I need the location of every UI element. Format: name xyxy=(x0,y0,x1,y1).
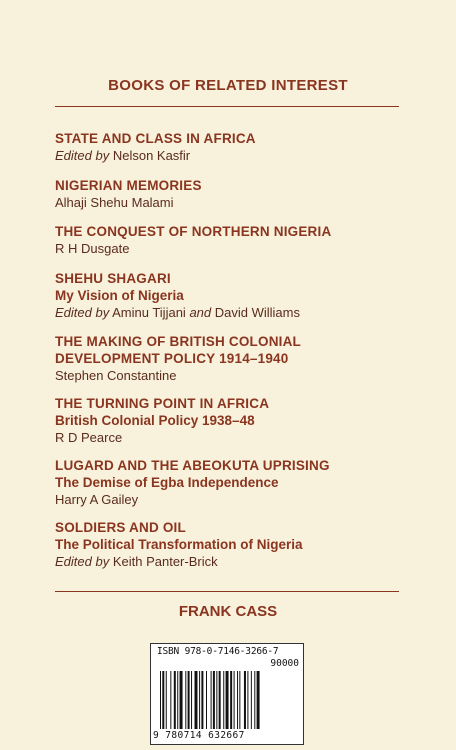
book-title: THE MAKING OF BRITISH COLONIAL xyxy=(55,334,301,349)
book-subtitle: The Demise of Egba Independence xyxy=(55,475,279,490)
barcode-number: 9 780714 632667 xyxy=(153,730,245,741)
barcode-bar xyxy=(199,671,200,729)
barcode-bar xyxy=(219,671,221,729)
barcode-bar xyxy=(239,671,240,729)
barcode-bar xyxy=(247,671,248,729)
author-name: David Williams xyxy=(214,305,300,320)
book-author: Alhaji Shehu Malami xyxy=(55,195,174,210)
barcode-bar xyxy=(185,671,186,729)
author-name: Keith Panter-Brick xyxy=(112,554,218,569)
top-divider xyxy=(55,106,399,107)
book-subtitle: My Vision of Nigeria xyxy=(55,288,184,303)
barcode-bar xyxy=(237,671,238,729)
book-title: THE CONQUEST OF NORTHERN NIGERIA xyxy=(55,224,332,239)
barcode-bar xyxy=(226,671,229,729)
bottom-divider xyxy=(55,591,399,592)
author-prefix: Edited by xyxy=(55,554,110,569)
book-entry xyxy=(55,519,303,569)
barcode-bar xyxy=(191,671,192,729)
barcode-bar xyxy=(195,671,198,729)
book-title: LUGARD AND THE ABEOKUTA UPRISING xyxy=(55,458,330,473)
book-title: SOLDIERS AND OIL xyxy=(55,520,186,535)
publisher-name: FRANK CASS xyxy=(178,603,278,620)
barcode-bar xyxy=(160,671,161,729)
barcode-bar xyxy=(230,671,232,729)
barcode-bar xyxy=(174,671,176,729)
book-title: NIGERIAN MEMORIES xyxy=(55,178,202,193)
book-title-line2: DEVELOPMENT POLICY 1914–1940 xyxy=(55,351,289,366)
book-subtitle: The Political Transformation of Nigeria xyxy=(55,537,303,552)
book-author xyxy=(55,553,303,570)
book-author xyxy=(55,304,300,321)
section-heading: BOOKS OF RELATED INTEREST xyxy=(108,77,348,94)
book-author xyxy=(55,147,256,164)
barcode-bar xyxy=(188,671,190,729)
barcode-bars xyxy=(160,671,296,731)
book-entry xyxy=(55,333,301,383)
book-entry xyxy=(55,270,300,320)
barcode-bar xyxy=(162,671,164,729)
isbn-label: ISBN 978-0-7146-3266-7 xyxy=(157,646,279,657)
book-subtitle: British Colonial Policy 1938–48 xyxy=(55,413,255,428)
book-entry xyxy=(55,457,330,507)
barcode-bar xyxy=(257,671,260,729)
book-author: R D Pearce xyxy=(55,430,123,445)
book-entry xyxy=(55,223,332,256)
barcode-bar xyxy=(254,671,255,729)
book-author: R H Dusgate xyxy=(55,241,130,256)
author-prefix: Edited by xyxy=(55,305,110,320)
barcode-bar xyxy=(177,671,178,729)
barcode-bar xyxy=(206,671,207,729)
barcode-bar xyxy=(166,671,167,729)
barcode-bar xyxy=(223,671,224,729)
author-name: Nelson Kasfir xyxy=(112,148,191,163)
book-title: STATE AND CLASS IN AFRICA xyxy=(55,131,256,146)
barcode-bar xyxy=(170,671,171,729)
author-joiner: and xyxy=(189,305,212,320)
barcode-bar xyxy=(244,671,246,729)
author-prefix: Edited by xyxy=(55,148,110,163)
book-author: Stephen Constantine xyxy=(55,368,177,383)
author-name: Aminu Tijjani xyxy=(112,305,186,320)
book-entry xyxy=(55,395,270,445)
barcode-bar xyxy=(251,671,252,729)
barcode-bar xyxy=(180,671,183,729)
barcode-bar xyxy=(211,671,212,729)
book-title: THE TURNING POINT IN AFRICA xyxy=(55,396,270,411)
barcode-bar xyxy=(213,671,215,729)
book-title: SHEHU SHAGARI xyxy=(55,271,171,286)
barcode-addon-number: 90000 xyxy=(270,658,299,669)
barcode-bar xyxy=(201,671,203,729)
barcode-bar xyxy=(216,671,217,729)
barcode xyxy=(150,643,304,745)
book-entry xyxy=(55,177,202,210)
barcode-bar xyxy=(234,671,235,729)
book-entry xyxy=(55,130,256,163)
book-author: Harry A Gailey xyxy=(55,492,139,507)
